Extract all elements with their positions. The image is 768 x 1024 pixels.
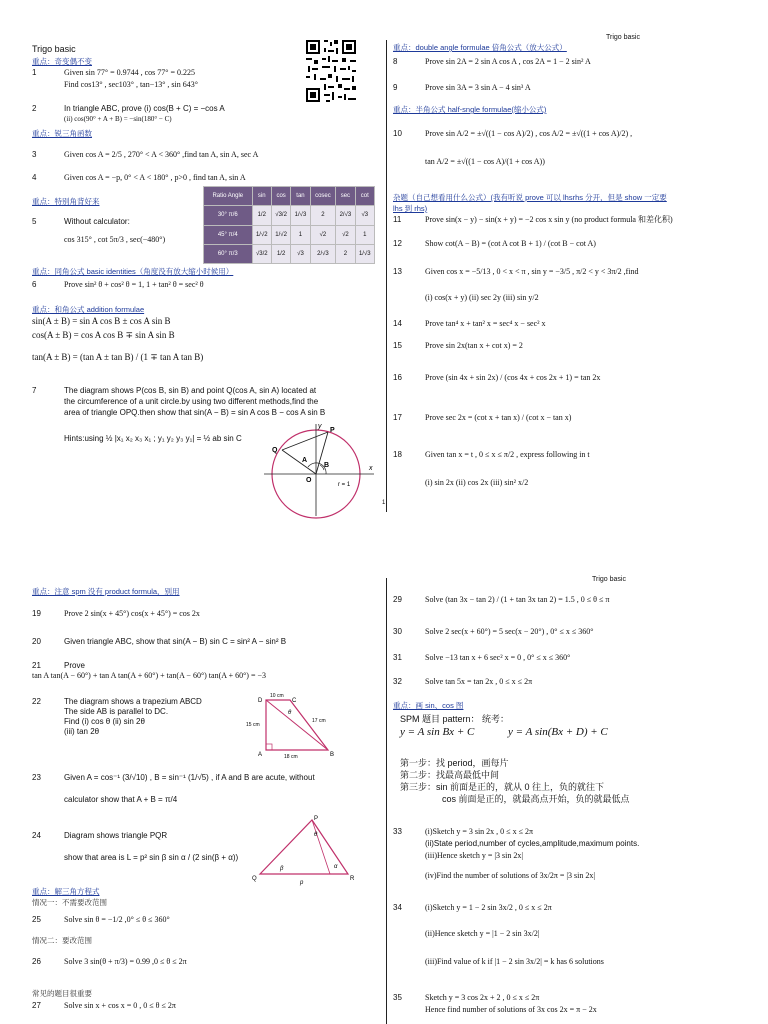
side-label: 15 cm: [246, 722, 260, 728]
doc-title: Trigo basic: [32, 44, 76, 54]
table-header-cell: cosec: [310, 187, 336, 206]
case-label: 情况一：不需要改范围: [32, 898, 107, 907]
side-label: 18 cm: [284, 754, 298, 760]
bottom-page: Trigo basic 重点：注意 spm 没有 product formula，别用 19 Prove 2 sin(x + 45°) cos(x + 45°) = cos 2x 20 Given triangle ABC, show that sin(A − B) sin C = sin² A − sin² B 21 Prove tan A tan(A − 60°) + tan A tan(A + 60°) + tan(A − 60°) tan(A + 60°) = −3 22 The diagram shows a trapezium ABCD The side AB is parallel to DC. Find (i) cos θ (ii) sin 2θ (iii) tan 2θ D C A B 10 cm 15 cm 17 cm 18 cm θ 23 Given A = cos⁻¹ (3/√10) , B = sin⁻¹ (1/√5) , if A and B are acute, without calculator show that A + B = π/4 24 Diagram shows triangle PQR show that area is L = p² sin β sin α / (2 sin(β + α)) P Q R β α θ p 重点：解三角方程式 情况一：不需要改范围 25 Solve sin θ = −1/2 ,0° ≤ θ ≤ 360° 情况二：要改范围 26 Solve 3 sin(θ + π/3) = 0.99 ,0 ≤ θ ≤ 2π 常见的题目很重要 27 Solve sin x + cos x = 0 , 0 ≤ θ ≤ 2π 29 Solve (tan 3x − tan 2) / (1 + tan 3x tan 2) = 1.5 , 0 ≤ θ ≤ π 30 Solve 2 sec(x + 60°) = 5 sec(x − 20°) , 0° ≤ x ≤ 360° 31 Solve −13 tan x + 6 sec² x = 0 , 0° ≤ x ≤ 360° 32 Solve tan 5x = tan 2x , 0 ≤ x ≤ 2π 重点：画 sin、cos 图 SPM 题目 pattern： 统考： y = A sin Bx + C y = A sin(Bx + D) + C 第一步：找 period，画每片 第二步：找最高最低中间 第三步：sin 前面是正的，就从 0 往上，负的就往下 cos 前面是正的，就最高点开始，负的就最低点 33 (i)Sketch y = 3 sin 2x , 0 ≤ x ≤ 2π (ii)State period,number of cycles,amplitude,maximum points. (iii)Hence sketch y = |3 sin 2x| (iv)Find the number of solutions of 3x/2π = |3 sin 2x| 34 (i)Sketch y = 1 − 2 sin 3x/2 , 0 ≤ x ≤ 2π (ii)Hence sketch y = |1 − 2 sin 3x/2| (iii)Find value of k if |1 − 2 sin 3x/2| = k has 6 solutions 35 Sketch y = 3 cos 2x + 2 , 0 ≤ x ≤ 2π Hence find number of solutions of 3x cos 2x = π − 2x: [0, 512, 768, 1024]
question-21-expression: tan A tan(A − 60°) + tan A tan(A + 60°) + tan(A − 60°) tan(A + 60°) = −3: [32, 671, 266, 680]
vertex-label: D: [258, 698, 263, 704]
table-header-cell: Ratio Angle: [204, 187, 253, 206]
section-tag: 杂题（自己想看用什么公式）(我有听说 prove 可以 lhsrhs 分开，但是 show 一定要: [393, 193, 667, 202]
angle-label: A: [302, 457, 308, 464]
vertex-label: Q: [252, 876, 257, 882]
angle-label: θ: [288, 710, 292, 716]
step-3-continued: cos 前面是正的，就最高点开始，负的就最低点: [442, 794, 630, 804]
pattern-formula-a: y = A sin Bx + C: [400, 726, 475, 738]
section-tag: lhs 到 rhs): [393, 204, 428, 213]
axis-label: y: [318, 423, 322, 430]
table-cell: 1: [355, 225, 374, 244]
section-tag: 重点：半角公式 half-sngle formulae(缩小公式): [393, 105, 547, 114]
section-tag: 重点：double angle formulae 倍角公式（放大公式）: [393, 43, 567, 52]
trapezium-diagram: [248, 690, 340, 760]
angle-label: θ: [314, 832, 318, 838]
section-tag: 重点：和角公式 addition formulae: [32, 305, 145, 314]
case-label: 情况二：要改范围: [32, 936, 92, 945]
vertex-label: B: [330, 752, 335, 758]
side-label: 10 cm: [270, 693, 284, 699]
vertex-label: C: [292, 698, 297, 704]
table-cell: 45° π/4: [204, 225, 253, 244]
angle-label: β: [280, 866, 284, 872]
table-cell: 1/2: [271, 244, 290, 263]
table-cell: √3: [291, 244, 310, 263]
point-label: P: [330, 427, 335, 434]
radius-label: r = 1: [338, 482, 351, 488]
section-tag: 重点：特别角背好来: [32, 197, 100, 206]
page-header: Trigo basic: [592, 576, 626, 583]
point-label: Q: [272, 447, 278, 454]
spm-pattern-label: SPM 题目 pattern： 统考：: [400, 714, 510, 724]
qr-code-image: [304, 38, 358, 104]
column-divider: [386, 40, 387, 512]
page-header: Trigo basic: [606, 34, 640, 41]
section-tag: 重点：同角公式 basic identities（角度没有放大缩小时候用）: [32, 267, 234, 276]
point-label: O: [306, 477, 312, 484]
table-cell: 30° π/6: [204, 206, 253, 225]
formula-sin-addition: sin(A ± B) = sin A cos B ± cos A sin B: [32, 316, 171, 326]
table-cell: 2/√3: [336, 206, 355, 225]
case-label: 常见的题目很重要: [32, 989, 92, 998]
table-cell: √3/2: [271, 206, 290, 225]
vertex-label: R: [350, 876, 355, 882]
table-cell: √3/2: [252, 244, 271, 263]
axis-label: x: [369, 465, 373, 472]
angle-label: α: [334, 864, 338, 870]
table-cell: 1/√2: [271, 225, 290, 244]
section-tag: 重点：锐三角函数: [32, 129, 92, 138]
table-cell: √2: [336, 225, 355, 244]
table-cell: 2: [336, 244, 355, 263]
pattern-formula-b: y = A sin(Bx + D) + C: [508, 726, 608, 738]
table-cell: 60° π/3: [204, 244, 253, 263]
table-cell: 1/√3: [291, 206, 310, 225]
vertex-label: P: [314, 816, 319, 822]
table-header-cell: sin: [252, 187, 271, 206]
table-header-cell: cos: [271, 187, 290, 206]
table-header-cell: sec: [336, 187, 355, 206]
column-divider: [386, 578, 387, 1024]
table-header-cell: cot: [355, 187, 374, 206]
table-cell: 2: [310, 206, 336, 225]
triangle-pqr-diagram: [250, 812, 362, 888]
table-cell: 1/√2: [252, 225, 271, 244]
section-tag: 重点：解三角方程式: [32, 887, 100, 896]
formula-cos-addition: cos(A ± B) = cos A cos B ∓ sin A sin B: [32, 330, 175, 340]
table-header-cell: tan: [291, 187, 310, 206]
table-cell: √2: [310, 225, 336, 244]
table-cell: 1/2: [252, 206, 271, 225]
page-number: 1: [382, 500, 386, 506]
step-1: 第一步：找 period，画每片: [400, 758, 509, 768]
section-tag: 重点：奇变偶不变: [32, 57, 92, 66]
step-3: 第三步：sin 前面是正的，就从 0 往上，负的就往下: [400, 782, 605, 792]
side-label: p: [300, 880, 304, 886]
table-cell: 1: [291, 225, 310, 244]
step-2: 第二步：找最高最低中间: [400, 770, 500, 780]
table-cell: 1/√3: [355, 244, 374, 263]
vertex-label: A: [258, 752, 263, 758]
table-cell: 2/√3: [310, 244, 336, 263]
section-tag: 重点：注意 spm 没有 product formula，别用: [32, 587, 180, 596]
side-label: 17 cm: [312, 718, 326, 724]
angle-label: B: [324, 462, 330, 469]
unit-circle-diagram: [262, 422, 376, 518]
formula-tan-addition: tan(A ± B) = (tan A ± tan B) / (1 ∓ tan A tan B): [32, 352, 204, 362]
special-angle-table: [203, 186, 375, 264]
section-tag: 重点：画 sin、cos 图: [393, 701, 464, 710]
table-cell: √3: [355, 206, 374, 225]
top-page: Trigo basic 1 Trigo basic 重点：奇变偶不变 1 Given sin 77° = 0.9744 , cos 77° = 0.225 Find cos13° , sec103° , tan−13° , sin 643° 2 In triangle ABC, prove (i) cos(B + C) = −cos A (ii) cos(90° + A + B) = −sin(180° − C) 重点：锐三角函数 3 Given cos A = 2/5 , 270° < A < 360° ,find tan A, sin A, sec A 4 Given cos A = −p, 0° < A < 180° , p>0 , find tan A, sin A 重点：特别角背好来 5 Without calculator: cos 315° , cot 5π/3 , sec(−480°) Ratio Angle sin cos tan cosec sec cot 30° π/6 1/2 √3/2 1/√3 2 2/√3 √3 45° π/4 1/√2 1/√2 1 √2 √2 1 60° π/3 √3/2 1/2 √3 2/√3 2 1/√3 重点：同角公式 basic identities（角度没有放大缩小时候用） 6 Prove sin² θ + cos² θ = 1, 1 + tan² θ = sec² θ 重点：和角公式 addition formulae sin(A ± B) = sin A cos B ± cos A sin B cos(A ± B) = cos A cos B ∓ sin A sin B tan(A ± B) = (tan A ± tan B) / (1 ∓ tan A tan B) 7 The diagram shows P(cos B, sin B) and point Q(cos A, sin A) located at the circumference of a unit circle.by using two different methods,find the area of triangle OPQ.then show that sin(A − B) = sin A cos B − cos A sin B Hints:using ½ |x₁ x₂ x₃ x₁ ; y₁ y₂ y₃ y₁| = ½ ab sin C y x O P Q A B r = 1 重点：double angle formulae 倍角公式（放大公式） 8 Prove sin 2A = 2 sin A cos A , cos 2A = 1 − 2 sin² A 9 Prove sin 3A = 3 sin A − 4 sin³ A 重点：半角公式 half-sngle formulae(缩小公式) 10 Prove sin A/2 = ±√((1 − cos A)/2) , cos A/2 = ±√((1 + cos A)/2) , tan A/2 = ±√((1 − cos A)/(1 + cos A)) 杂题（自己想看用什么公式）(我有听说 prove 可以 lhsrhs 分开，但是 show 一定要 lhs 到 rhs) 11 Prove sin(x − y) − sin(x + y) = −2 cos x sin y (no product formula 和差化积) 12 Show cot(A − B) = (cot A cot B + 1) / (cot B − cot A) 13 Given cos x = −5/13 , 0 < x < π , sin y = −3/5 , π/2 < y < 3π/2 ,find (i) cos(x + y) (ii) sec 2y (iii) sin y/2 14 Prove tan⁴ x + tan² x = sec⁴ x − sec² x 15 Prove sin 2x(tan x + cot x) = 2 16 Prove (sin 4x + sin 2x) / (cos 4x + cos 2x + 1) = tan 2x 17 Prove sec 2x = (cot x + tan x) / (cot x − tan x) 18 Given tan x = t , 0 ≤ x ≤ π/2 , express following in t (i) sin 2x (ii) cos 2x (iii) sin² x/2: [0, 0, 768, 512]
